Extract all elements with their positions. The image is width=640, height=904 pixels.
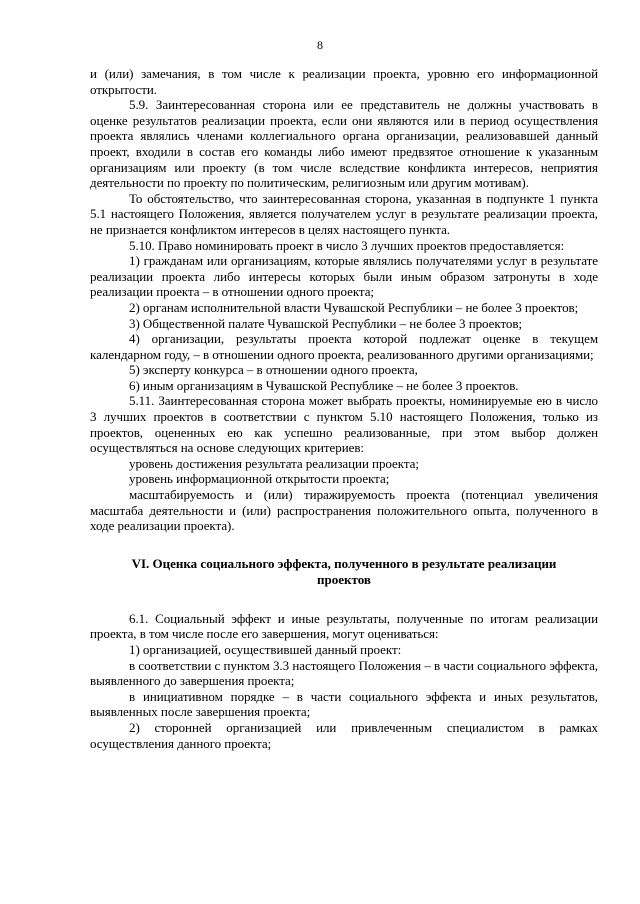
list-item: 2) сторонней организацией или привлеченным специалистом в рамках осуществления данного проекта; — [90, 719, 598, 751]
page-number: 8 — [317, 38, 323, 52]
paragraph: и (или) замечания, в том числе к реализации проекта, уровню его информационной открытости. — [90, 66, 598, 97]
list-item: 1) гражданам или организациям, которые являлись получателями услуг в результате реализации проекта либо интересы которых были иным образом затронуты в ходе реализации проекта – в отношении одного проекта; — [90, 253, 598, 300]
paragraph-6-1: 6.1. Социальный эффект и иные результаты, полученные по итогам реализации проекта, в том числе после его завершения, могут оцениваться: — [90, 610, 598, 642]
section-heading: VI. Оценка социального эффекта, полученного в результате реализации проектов — [131, 555, 557, 587]
document-body — [90, 66, 598, 751]
paragraph: То обстоятельство, что заинтересованная сторона, указанная в подпункте 1 пункта 5.1 настоящего Положения, является получателем услуг в результате реализации проекта, не признается конфликтом интересов в целях настоящего пункта. — [90, 190, 598, 237]
paragraph-5-9: 5.9. Заинтересованная сторона или ее представитель не должны участвовать в оценке результатов реализации проекта, если они являются или в период осуществления проекта являлись членами коллегиального органа организации, реализовавшей данный проект, входили в состав его команды либо имеют предвзятое отношение к указанным организациям или проекту (в том числе вследствие конфликта интересов, неприятия деятельности по проекту по политическим, религиозным или другим мотивам). — [90, 97, 598, 191]
paragraph-5-11: 5.11. Заинтересованная сторона может выбрать проекты, номинируемые ею в число 3 лучших проектов в соответствии с пунктом 5.10 настоящего Положения, только из проектов, оцененных ею как успешно реализованные, при этом выбор должен осуществляться на основе следующих критериев: — [90, 393, 598, 456]
list-item: 3) Общественной палате Чувашской Республики – не более 3 проектов; — [129, 315, 523, 331]
paragraph: в соответствии с пунктом 3.3 настоящего Положения – в части социального эффекта, выявленного до завершения проекта; — [90, 657, 598, 689]
criterion-item: масштабируемость и (или) тиражируемость проекта (потенциал увеличения масштаба деятельности и (или) распространения положительного опыта, полученного в ходе реализации проекта). — [90, 487, 598, 534]
criterion-item: уровень информационной открытости проекта; — [129, 471, 390, 487]
paragraph-5-10: 5.10. Право номинировать проект в число 3 лучших проектов предоставляется: — [129, 237, 565, 253]
list-item: 4) организации, результаты проекта которой подлежат оценке в текущем календарном году, – в отношении одного проекта, реализованного другими организациями; — [90, 331, 598, 362]
list-item: 2) органам исполнительной власти Чувашской Республики – не более 3 проектов; — [129, 299, 579, 315]
list-item: 1) организацией, осуществившей данный проект: — [129, 642, 402, 657]
paragraph: в инициативном порядке – в части социального эффекта и иных результатов, выявленных после завершения проекта; — [90, 688, 598, 720]
criterion-item: уровень достижения результата реализации проекта; — [129, 455, 419, 471]
list-item: 6) иным организациям в Чувашской Республике – не более 3 проектов. — [129, 377, 519, 393]
list-item: 5) эксперту конкурса – в отношении одного проекта, — [129, 362, 418, 378]
